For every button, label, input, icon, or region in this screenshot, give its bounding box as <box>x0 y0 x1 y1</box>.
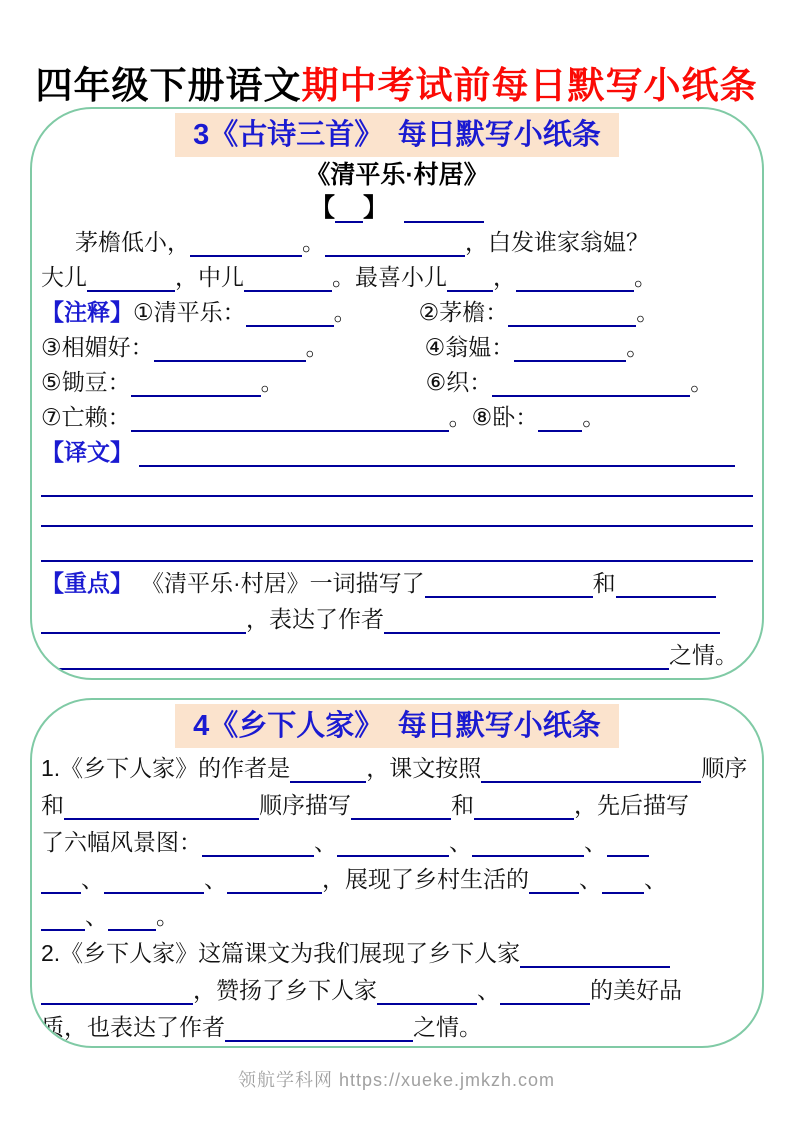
answer-blank[interactable] <box>41 548 753 562</box>
title-grade-segment: 四年级下册语文 <box>35 65 302 106</box>
question1-line-5 <box>41 898 753 935</box>
text-segment: ②茅檐： <box>418 299 509 325</box>
text-segment: 茅檐低小， <box>75 229 190 255</box>
answer-blank[interactable] <box>529 880 579 894</box>
section-label: 【重点】 <box>41 570 133 596</box>
answer-blank[interactable] <box>472 843 584 857</box>
text-segment: 了六幅风景图： <box>41 829 202 855</box>
question1-line-4 <box>41 861 753 898</box>
answer-blank[interactable] <box>41 620 246 634</box>
text-segment: 。⑧卧： <box>448 404 539 430</box>
answer-blank[interactable] <box>41 513 753 527</box>
writing-line-1 <box>41 470 753 495</box>
answer-blank[interactable] <box>425 584 593 598</box>
question1-line-3 <box>41 824 753 861</box>
section-card-gushisanshou <box>30 107 764 680</box>
writing-line-2 <box>41 495 753 530</box>
answer-blank[interactable] <box>131 418 449 432</box>
answer-blank[interactable] <box>447 278 493 292</box>
answer-blank[interactable] <box>225 1028 413 1042</box>
answer-blank[interactable] <box>508 313 636 327</box>
text-segment: ，课文按照 <box>366 755 482 781</box>
text-segment: 。 <box>333 299 357 325</box>
text-segment: ⑤锄豆： <box>41 369 131 395</box>
answer-blank[interactable] <box>202 843 314 857</box>
section-label: 【译文】 <box>41 439 133 465</box>
text-segment: 。 <box>634 264 657 290</box>
answer-blank[interactable] <box>154 348 306 362</box>
translation-line <box>41 435 753 470</box>
answer-blank[interactable] <box>41 880 81 894</box>
section-header-row <box>41 704 753 750</box>
text-segment: ，先后描写 <box>574 792 689 818</box>
text-segment: 和 <box>592 570 616 596</box>
text-segment: ③相媚好： <box>41 334 154 360</box>
spacer <box>284 389 426 390</box>
section-header: 3《古诗三首》 每日默写小纸条 <box>175 113 619 157</box>
text-segment: 和 <box>41 792 64 818</box>
text-segment: 、 <box>584 829 607 855</box>
answer-blank[interactable] <box>481 769 701 783</box>
text-segment: 。 <box>156 903 179 929</box>
answer-blank[interactable] <box>538 418 582 432</box>
text-segment: 1.《乡下人家》的作者是 <box>41 755 291 781</box>
writing-line-3 <box>41 530 753 565</box>
text-segment: ， <box>493 264 516 290</box>
answer-blank[interactable] <box>384 620 720 634</box>
note-line-4 <box>41 400 753 435</box>
answer-blank[interactable] <box>190 243 302 257</box>
answer-blank[interactable] <box>377 991 477 1005</box>
footer-credit: 领航学科网 https://xueke.jmkzh.com <box>237 1070 556 1090</box>
text-segment: 。 <box>626 334 650 360</box>
spacer <box>357 319 419 320</box>
answer-blank[interactable] <box>104 880 204 894</box>
spacer <box>329 354 425 355</box>
answer-blank[interactable] <box>108 917 156 931</box>
text-segment: ⑥织： <box>425 369 493 395</box>
section-label: 【注释】 <box>41 299 133 325</box>
answer-blank[interactable] <box>514 348 626 362</box>
text-segment: 。 <box>302 229 325 255</box>
answer-blank[interactable] <box>492 383 690 397</box>
answer-blank[interactable] <box>337 843 449 857</box>
spacer <box>388 215 404 216</box>
text-segment: 质，也表达了作者 <box>41 1014 225 1040</box>
text-segment: 。最喜小儿 <box>332 264 447 290</box>
answer-blank[interactable] <box>516 278 634 292</box>
keypoint-line-1 <box>41 565 753 601</box>
question2-line-1 <box>41 935 753 972</box>
title-exam-segment: 期中考试前每日默写小纸条 <box>301 65 758 106</box>
spacer <box>133 590 141 591</box>
answer-blank[interactable] <box>290 769 366 783</box>
text-segment: 、 <box>477 977 500 1003</box>
text-segment: ④翁媪： <box>424 334 515 360</box>
answer-blank[interactable] <box>41 917 85 931</box>
answer-blank[interactable] <box>244 278 332 292</box>
answer-blank[interactable] <box>246 313 334 327</box>
text-segment: 。 <box>305 334 329 360</box>
question1-line-1 <box>41 750 753 787</box>
text-segment: 、 <box>314 829 337 855</box>
section-header-row <box>41 113 753 159</box>
text-segment: 。 <box>260 369 284 395</box>
question2-line-3 <box>41 1009 753 1046</box>
answer-blank[interactable] <box>404 209 484 223</box>
text-segment: 。 <box>636 299 660 325</box>
answer-blank[interactable] <box>41 991 193 1005</box>
note-line-1 <box>41 295 753 330</box>
question1-line-2 <box>41 787 753 824</box>
text-segment: ，表达了作者 <box>246 606 384 632</box>
answer-blank[interactable] <box>325 243 465 257</box>
answer-blank[interactable] <box>616 584 716 598</box>
text-segment: 、 <box>579 866 602 892</box>
text-segment: 的美好品 <box>590 977 682 1003</box>
text-segment: ⑦亡赖： <box>41 404 131 430</box>
answer-blank[interactable] <box>500 991 590 1005</box>
answer-blank[interactable] <box>64 806 259 820</box>
section-card-xiangxiarenjia <box>30 698 764 1048</box>
spacer <box>41 249 75 250</box>
text-segment: 和 <box>451 792 474 818</box>
text-segment: ，白发谁家翁媪？ <box>465 229 649 255</box>
text-segment: 之情。 <box>413 1014 482 1040</box>
section-header: 4《乡下人家》 每日默写小纸条 <box>175 704 619 748</box>
answer-blank[interactable] <box>520 954 670 968</box>
keypoint-line-2 <box>41 601 753 637</box>
poem-title: 《清平乐·村居》 <box>305 161 489 189</box>
note-line-2 <box>41 330 753 365</box>
text-segment: 、 <box>204 866 227 892</box>
answer-blank[interactable] <box>607 843 649 857</box>
poem-line-1 <box>41 225 753 260</box>
answer-blank[interactable] <box>139 453 735 467</box>
answer-blank[interactable] <box>131 383 261 397</box>
note-line-3 <box>41 365 753 400</box>
text-segment: 、 <box>644 866 667 892</box>
answer-blank[interactable] <box>474 806 574 820</box>
text-segment: ①清平乐： <box>133 299 246 325</box>
text-segment: 、 <box>85 903 108 929</box>
answer-blank[interactable] <box>41 656 669 670</box>
text-segment: 大儿 <box>41 264 87 290</box>
text-segment: 】 <box>363 194 389 222</box>
answer-blank[interactable] <box>335 209 363 223</box>
text-segment: ，赞扬了乡下人家 <box>193 977 377 1003</box>
text-segment: 2.《乡下人家》这篇课文为我们展现了乡下人家 <box>41 940 521 966</box>
text-segment: 。 <box>582 404 606 430</box>
text-segment: 【 <box>309 194 335 222</box>
page-title <box>0 55 793 109</box>
text-segment: 顺序 <box>701 755 748 781</box>
answer-blank[interactable] <box>87 278 175 292</box>
author-blank-line <box>41 191 753 225</box>
text-segment: 、 <box>81 866 104 892</box>
answer-blank[interactable] <box>351 806 451 820</box>
text-segment: 。 <box>690 369 714 395</box>
answer-blank[interactable] <box>227 880 322 894</box>
text-segment: 、 <box>449 829 472 855</box>
question2-line-2 <box>41 972 753 1009</box>
text-segment: ，展现了乡村生活的 <box>322 866 529 892</box>
text-segment: 《清平乐·村居》一词描写了 <box>141 570 425 596</box>
text-segment: 顺序描写 <box>259 792 351 818</box>
poem-line-2 <box>41 260 753 295</box>
keypoint-line-3 <box>41 637 753 673</box>
text-segment: ，中儿 <box>175 264 244 290</box>
answer-blank[interactable] <box>602 880 644 894</box>
text-segment: 之情。 <box>669 642 738 668</box>
